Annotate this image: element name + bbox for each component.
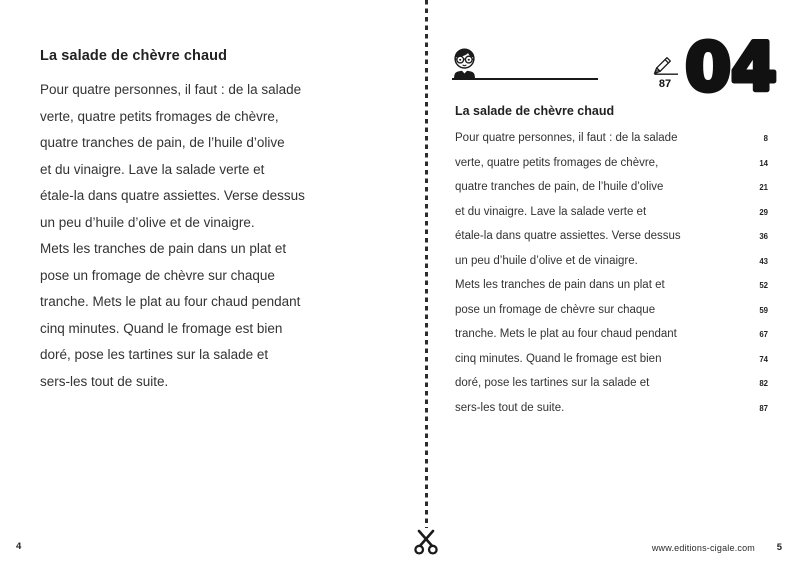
lesson-number-badge [678,31,782,99]
word-count: 14 [759,158,768,168]
line-text: pose un fromage de chèvre sur chaque [455,303,656,316]
text-line-with-count [455,224,768,249]
word-count: 52 [759,281,768,291]
text-line: étale-la dans quatre assiettes. Verse dessus [40,188,305,204]
word-count: 21 [759,183,768,193]
line-text: étale-la dans quatre assiettes. Verse dessus [455,230,681,243]
page-number-right: 5 [776,542,782,553]
total-word-count: 87 [658,78,672,90]
text-line-with-count [455,396,768,421]
cut-dashed-line [425,0,428,528]
text-line: quatre tranches de pain, de l’huile d’olive [40,135,285,151]
word-count: 36 [759,232,768,242]
line-text: un peu d’huile d’olive et de vinaigre. [455,254,638,267]
text-line-with-count [455,347,768,372]
line-text: Mets les tranches de pain dans un plat et [455,279,665,292]
text-line: Mets les tranches de pain dans un plat et [40,241,287,257]
recipe-text-right [455,126,768,421]
text-line: Pour quatre personnes, il faut : de la salade [40,82,302,97]
line-text: doré, pose les tartines sur la salade et [455,377,650,390]
text-line: un peu d’huile d’olive et de vinaigre. [40,214,255,230]
text-line-with-count [455,273,768,298]
word-count: 59 [759,305,768,315]
text-line: doré, pose les tartines sur la salade et [40,347,269,363]
text-line: pose un fromage de chèvre sur chaque [40,267,275,283]
pencil-icon [651,52,681,78]
text-line: cinq minutes. Quand le fromage est bien [40,320,283,336]
word-count: 8 [763,134,768,143]
line-text: quatre tranches de pain, de l’huile d’olive [455,181,664,194]
recipe-title-left: La salade de chèvre chaud [40,48,228,64]
text-line: tranche. Mets le plat au four chaud pendant [40,294,301,310]
text-line: verte, quatre petits fromages de chèvre, [40,108,279,124]
text-line-with-count [455,151,768,176]
recipe-text-left [40,77,360,396]
scissors-icon [411,529,441,557]
recipe-title-right: La salade de chèvre chaud [455,104,615,118]
text-line-with-count [455,175,768,200]
line-text: verte, quatre petits fromages de chèvre, [455,156,659,169]
word-count: 43 [759,256,768,266]
word-count: 74 [759,354,768,364]
text-line-with-count [455,249,768,274]
line-text: Pour quatre personnes, il faut : de la salade [455,132,678,144]
word-count: 82 [759,379,768,389]
lesson-number: 04 [685,31,777,99]
text-line-with-count [455,371,768,396]
text-line: et du vinaigre. Lave la salade verte et [40,161,265,177]
text-line-with-count [455,322,768,347]
text-line: sers-les tout de suite. [40,374,169,390]
line-text: et du vinaigre. Lave la salade verte et [455,205,647,218]
publisher-website: www.editions-cigale.com [651,543,755,553]
page-number-left: 4 [16,541,22,552]
line-text: tranche. Mets le plat au four chaud pendant [455,328,677,341]
word-count: 87 [759,404,768,414]
reader-avatar-icon [449,47,480,80]
word-count: 29 [759,207,768,217]
word-count: 67 [759,330,768,340]
line-text: cinq minutes. Quand le fromage est bien [455,352,662,365]
text-line-with-count [455,298,768,323]
line-text: sers-les tout de suite. [455,402,565,415]
text-line-with-count [455,200,768,225]
text-line-with-count [455,126,768,151]
